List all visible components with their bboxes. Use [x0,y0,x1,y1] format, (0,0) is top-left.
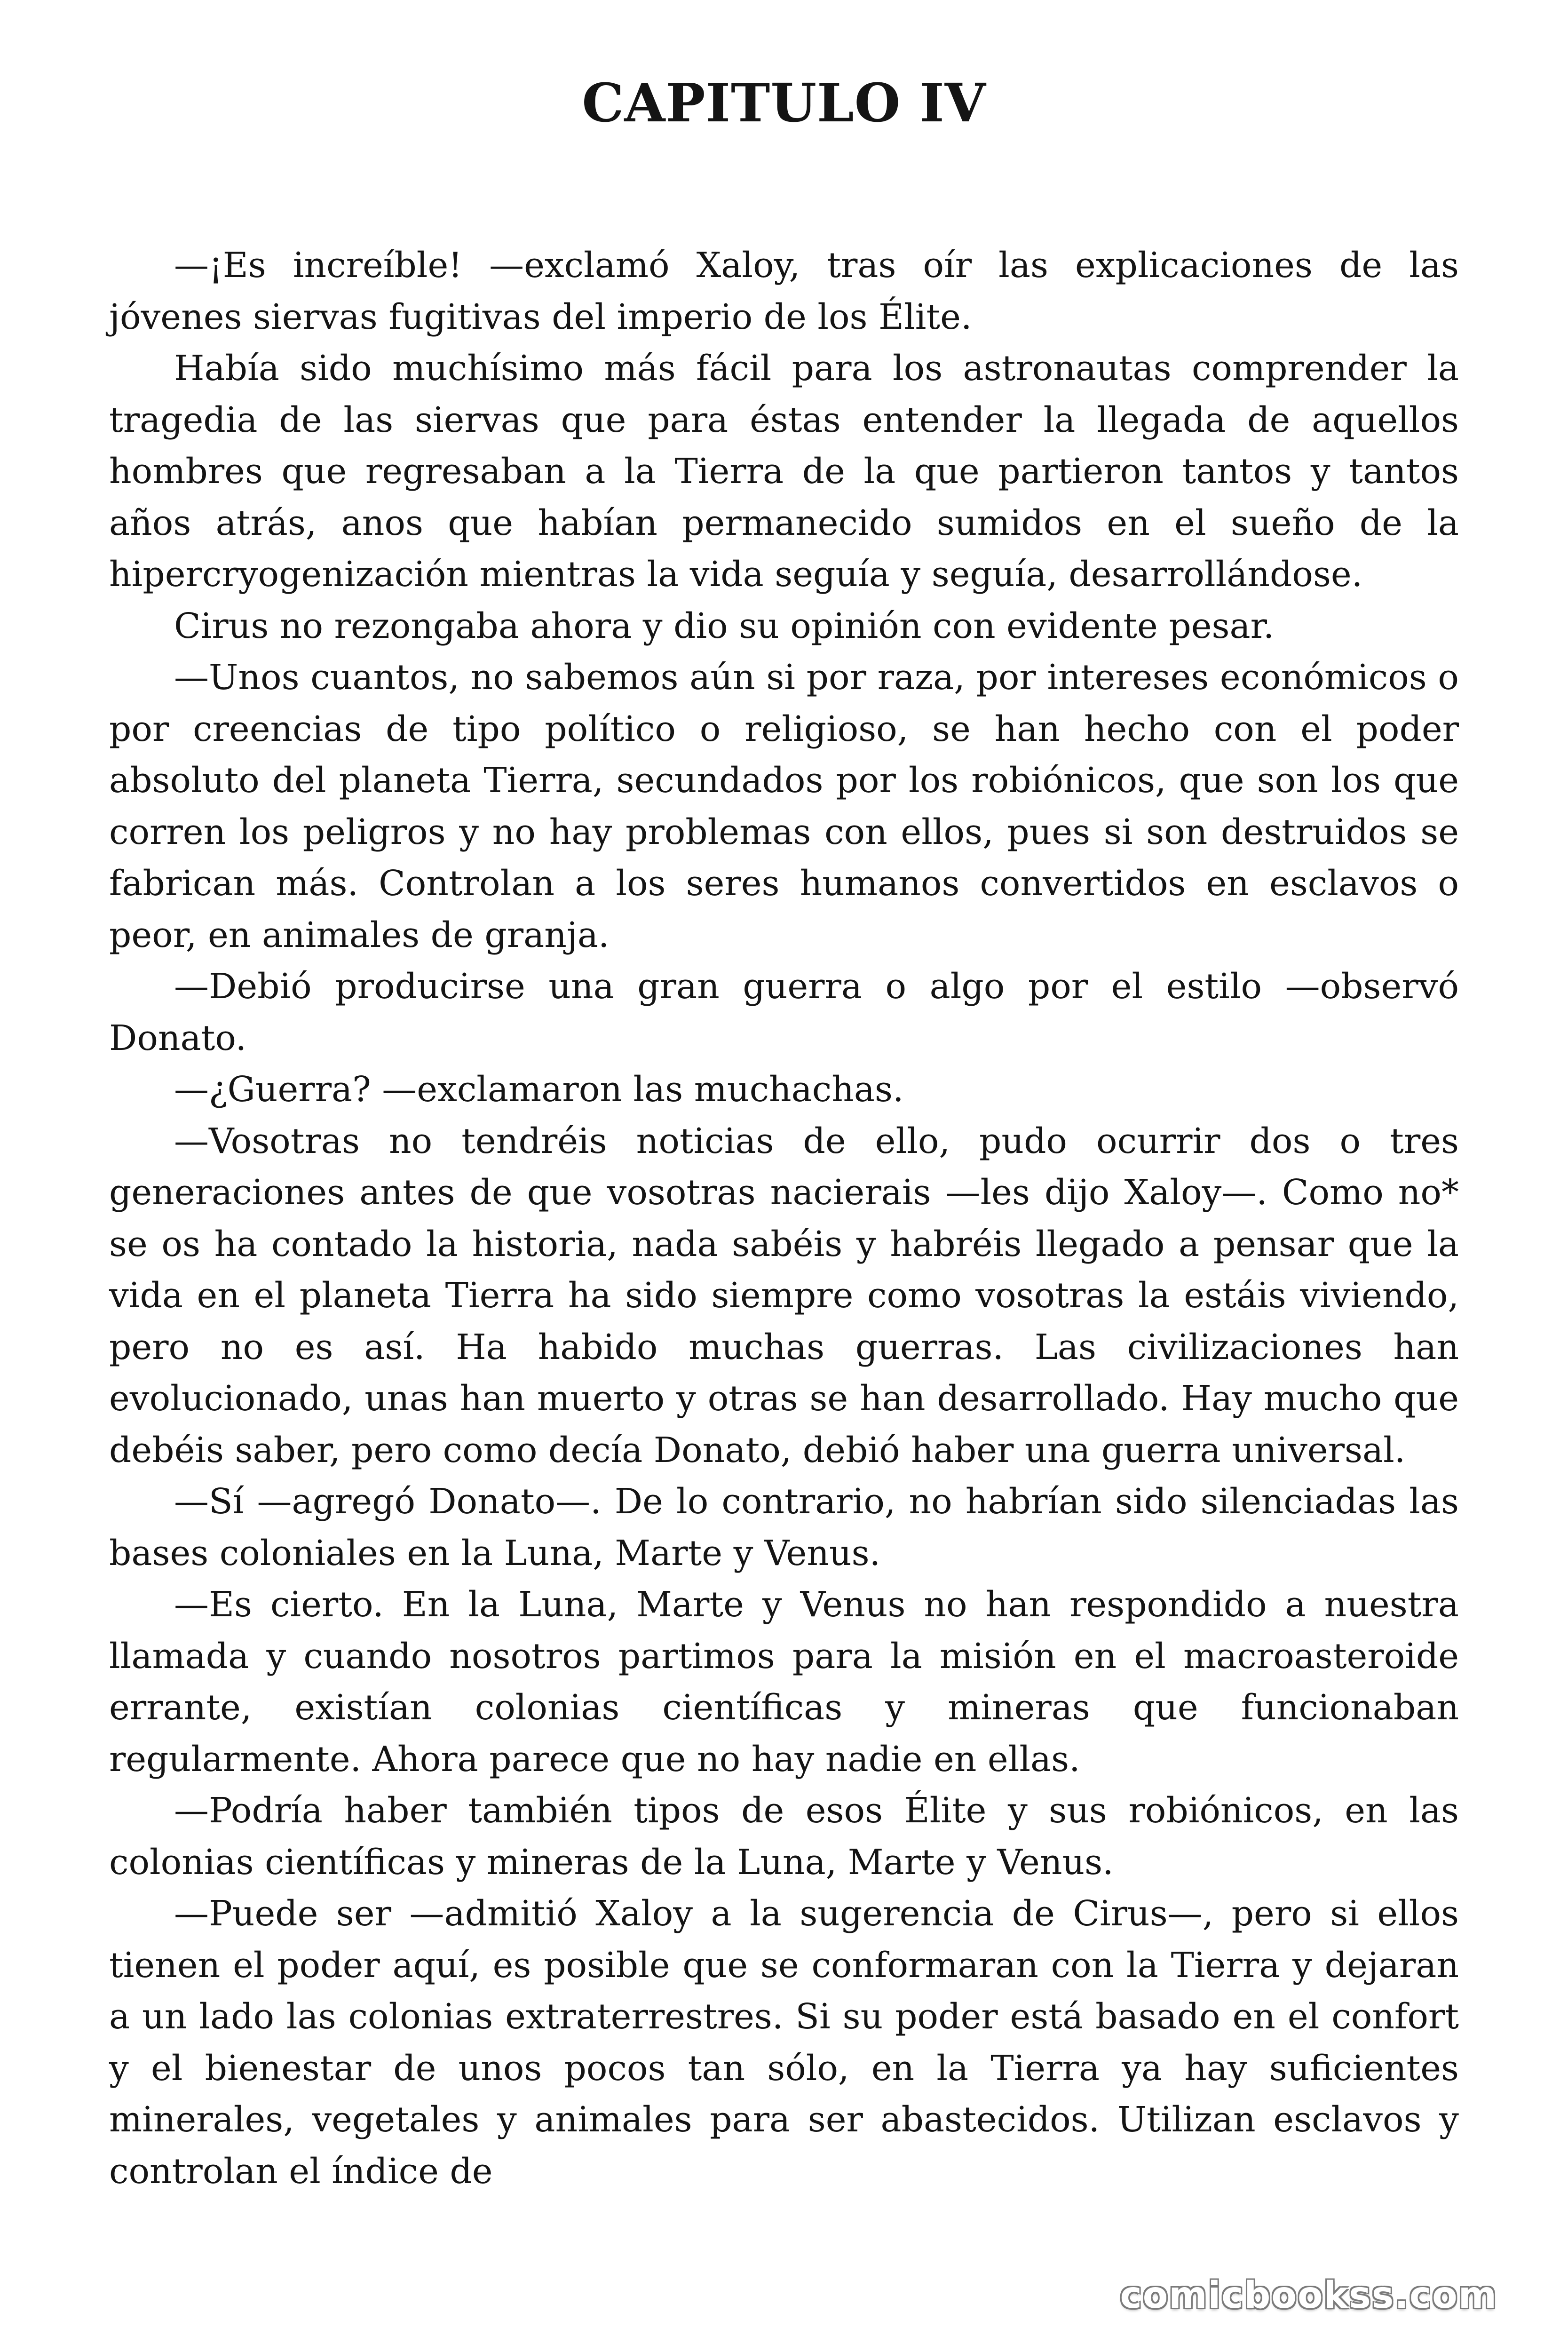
paragraph: —Puede ser —admitió Xaloy a la sugerencia de Cirus—, pero si ellos tienen el poder aquí, es posible que se conformaran con la Tierra y dejaran a un lado las colonias extraterrestres. Si su poder está basado en el confort y el bienestar de unos pocos tan sólo, en la Tierra ya hay suficientes minerales, vegetales y animales para ser abastecidos. Utilizan esclavos y controlan el índice de [109,1893,1459,2192]
paragraph: —Es cierto. En la Luna, Marte y Venus no han respondido a nuestra llamada y cuando nosotros partimos para la misión en el macroasteroide errante, existían colonias científicas y mineras que funcionaban regularmente. Ahora parece que no hay nadie en ellas. [109,1584,1459,1780]
paragraph: Cirus no rezongaba ahora y dio su opinión con evidente pesar. [174,605,1275,646]
paragraph: —Unos cuantos, no sabemos aún si por raza, por intereses económicos o por creencias de tipo político o religioso, se han hecho con el poder absoluto del planeta Tierra, secundados por los robiónicos, que son los que corren los peligros y no hay problemas con ellos, pues si son destruidos se fabrican más. Controlan a los seres humanos convertidos en esclavos o peor, en animales de granja. [109,657,1459,955]
paragraph: —¡Es increíble! —exclamó Xaloy, tras oír las explicaciones de las jóvenes siervas fugitivas del imperio de los Élite. [109,245,1459,337]
paragraph: —Sí —agregó Donato—. De lo contrario, no habrían sido silenciadas las bases coloniales en la Luna, Marte y Venus. [109,1481,1459,1573]
paragraph: Había sido muchísimo más fácil para los astronautas comprender la tragedia de las siervas que para éstas entender la llegada de aquellos hombres que regresaban a la Tierra de la que partieron tantos y tantos años atrás, anos que habían permanecido sumidos en el sueño de la hipercryogenización mientras la vida seguía y seguía, desarrollándose. [109,348,1459,595]
site-watermark: comicbookss.com [1120,2274,1497,2317]
paragraph: —Vosotras no tendréis noticias de ello, pudo ocurrir dos o tres generaciones antes de que vosotras nacierais —les dijo Xaloy—. Como no* se os ha contado la historia, nada sabéis y habréis llegado a pensar que la vida en el planeta Tierra ha sido siempre como vosotras la estáis viviendo, pero no es así. Ha habido muchas guerras. Las civilizaciones han evolucionado, unas han muerto y otras se han desarrollado. Hay mucho que debéis saber, pero como decía Donato, debió haber una guerra universal. [109,1120,1459,1470]
paragraph: —Debió producirse una gran guerra o algo por el estilo —observó Donato. [109,966,1459,1058]
paragraph: —¿Guerra? —exclamaron las muchachas. [174,1069,904,1110]
chapter-title: CAPITULO IV [582,72,986,134]
paragraph: —Podría haber también tipos de esos Élite y sus robiónicos, en las colonias científicas y mineras de la Luna, Marte y Venus. [109,1790,1459,1883]
chapter-body [109,240,1459,2197]
